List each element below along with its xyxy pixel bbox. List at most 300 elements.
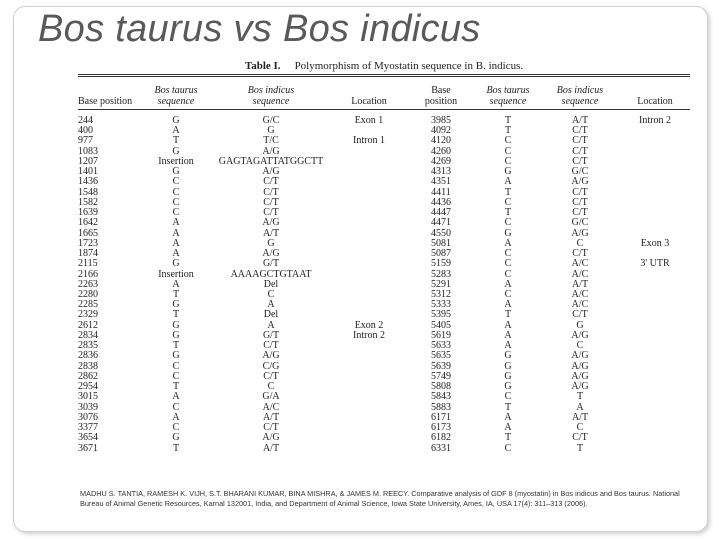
table-cell: Insertion <box>158 269 194 280</box>
table-cell: T <box>504 433 512 444</box>
table-cell: 1642 <box>78 218 98 229</box>
table-cell <box>332 249 406 259</box>
table-cell: G <box>267 238 275 249</box>
table-row <box>78 321 690 331</box>
table-row <box>78 362 690 372</box>
table-cell <box>620 208 690 218</box>
table-cell <box>620 321 690 331</box>
table-cell: 4351 <box>431 177 451 188</box>
table-cell: 3671 <box>78 443 98 454</box>
table-row <box>78 351 690 361</box>
table-cell: T <box>172 443 180 454</box>
table-header-text: sequence <box>489 96 527 107</box>
table-cell: 2263 <box>78 279 98 290</box>
table-cell: A/G <box>571 371 589 382</box>
table-caption <box>78 58 690 74</box>
table-cell <box>620 423 690 433</box>
table-cell: G <box>504 351 512 362</box>
table-cell: G <box>172 167 180 178</box>
table-row <box>78 423 690 433</box>
table-cell: A/T <box>262 412 280 423</box>
table-cell: 977 <box>78 136 93 147</box>
table-cell: A <box>504 412 512 423</box>
table-cell: 1548 <box>78 187 98 198</box>
table-cell: A/G <box>571 330 589 341</box>
table-top-rule <box>78 74 690 77</box>
table-cell <box>620 351 690 361</box>
table-cell: 5635 <box>431 351 451 362</box>
table-cell: A <box>172 412 180 423</box>
table-cell: C/T <box>572 156 588 167</box>
table-cell: G <box>504 371 512 382</box>
table-cell: 4092 <box>431 126 451 137</box>
table-cell <box>620 444 690 454</box>
table-cell: A/T <box>571 412 589 423</box>
table-cell <box>620 218 690 228</box>
table-cell: 6171 <box>431 412 451 423</box>
table-cell <box>620 300 690 310</box>
table-cell <box>332 167 406 177</box>
table-cell <box>332 147 406 157</box>
table-cell <box>620 167 690 177</box>
table-cell <box>620 341 690 351</box>
table-header-rule <box>78 109 690 110</box>
table-cell: G/C <box>571 218 589 229</box>
table-cell: 1723 <box>78 238 98 249</box>
table-cell: C/T <box>572 187 588 198</box>
table-header-text: Location <box>637 96 673 107</box>
table-header-text: sequence <box>252 96 290 107</box>
table-header-cell <box>210 79 332 107</box>
table-cell: 2329 <box>78 310 98 321</box>
table-row <box>78 444 690 454</box>
table-cell: A <box>172 228 180 239</box>
table-cell: A/T <box>262 228 280 239</box>
table-row <box>78 208 690 218</box>
table-cell: A <box>504 238 512 249</box>
table-cell: C <box>504 146 512 157</box>
table-cell: Exon 2 <box>354 320 384 331</box>
table-cell: GAGTAGATTATGGCTT <box>218 156 324 167</box>
table-cell <box>332 239 406 249</box>
table-cell: 4447 <box>431 208 451 219</box>
table-cell: T <box>172 310 180 321</box>
table-cell: A <box>504 177 512 188</box>
table-cell: Intron 1 <box>353 136 385 147</box>
table-cell <box>620 229 690 239</box>
table-cell: C <box>504 136 512 147</box>
table-cell: 2280 <box>78 289 98 300</box>
table-cell: C/G <box>262 361 280 372</box>
table-cell: G <box>504 382 512 393</box>
table-cell <box>620 126 690 136</box>
table-cell: AAAAGCTGTAAT <box>230 269 312 280</box>
table-cell: C/T <box>572 310 588 321</box>
table-cell <box>620 403 690 413</box>
table-row <box>78 116 690 126</box>
table-cell: T <box>504 116 512 126</box>
table-cell: C/T <box>572 136 588 147</box>
table-cell: 244 <box>78 116 93 126</box>
table-cell <box>620 270 690 280</box>
table-row <box>78 341 690 351</box>
table-cell: A <box>504 341 512 352</box>
table-cell: Exon 3 <box>640 238 670 249</box>
table-cell: 1639 <box>78 208 98 219</box>
table-header-cell <box>620 79 690 107</box>
table-cell: G/T <box>262 330 280 341</box>
table-cell: C/T <box>263 423 279 434</box>
table-cell: 3985 <box>431 116 451 126</box>
table-cell: Insertion <box>158 156 194 167</box>
table-cell <box>620 136 690 146</box>
table-cell <box>620 188 690 198</box>
table-cell: A/G <box>262 433 280 444</box>
table-caption-label: Table I. <box>244 60 281 72</box>
table-cell: Intron 2 <box>353 330 385 341</box>
table-cell: C/T <box>572 197 588 208</box>
table-cell: 4436 <box>431 197 451 208</box>
table-cell: A <box>267 300 275 311</box>
table-cell: C/T <box>572 433 588 444</box>
table-cell: C/T <box>263 187 279 198</box>
table-cell <box>332 310 406 320</box>
table-cell <box>332 259 406 269</box>
table-header-row <box>78 79 690 107</box>
table-cell: C <box>172 177 180 188</box>
table-header-text: Bos taurus <box>154 85 198 96</box>
table-body <box>78 116 690 454</box>
table-cell: A/T <box>571 116 589 126</box>
table-cell: C/T <box>572 146 588 157</box>
polymorphism-table <box>78 58 690 468</box>
table-cell: 5843 <box>431 392 451 403</box>
table-cell <box>332 157 406 167</box>
table-row <box>78 157 690 167</box>
table-cell: Del <box>263 279 279 290</box>
table-cell: 5639 <box>431 361 451 372</box>
table-row <box>78 229 690 239</box>
table-cell: A/G <box>571 361 589 372</box>
table-cell: G <box>172 320 180 331</box>
table-header-text: sequence <box>157 96 195 107</box>
table-cell: 4120 <box>431 136 451 147</box>
table-cell: C <box>504 197 512 208</box>
table-cell: C <box>504 289 512 300</box>
table-cell <box>332 188 406 198</box>
table-header-cell <box>142 79 210 107</box>
table-cell <box>332 270 406 280</box>
table-cell <box>332 423 406 433</box>
table-cell <box>332 208 406 218</box>
table-header-text: Bos taurus <box>486 85 530 96</box>
table-cell <box>620 290 690 300</box>
table-cell <box>620 157 690 167</box>
table-cell: 3377 <box>78 423 98 434</box>
table-cell: A <box>504 279 512 290</box>
table-cell: 4411 <box>431 187 451 198</box>
table-cell: A/G <box>262 167 280 178</box>
table-header-cell <box>540 79 620 107</box>
table-row <box>78 300 690 310</box>
table-cell: C <box>172 361 180 372</box>
table-cell: 5159 <box>431 259 451 270</box>
table-cell <box>332 403 406 413</box>
table-row <box>78 290 690 300</box>
table-cell <box>332 362 406 372</box>
table-cell: A/G <box>262 351 280 362</box>
table-cell: A <box>172 249 180 260</box>
table-cell: C <box>267 289 275 300</box>
table-cell: C <box>504 269 512 280</box>
table-header-text: position <box>424 96 458 107</box>
table-cell: G <box>504 167 512 178</box>
table-cell: T <box>504 187 512 198</box>
table-cell: 1582 <box>78 197 98 208</box>
table-cell: 2115 <box>78 259 98 270</box>
table-cell: C <box>576 423 584 434</box>
table-cell: 5749 <box>431 371 451 382</box>
table-row <box>78 270 690 280</box>
table-cell: 6331 <box>431 443 451 454</box>
table-cell: G <box>504 361 512 372</box>
table-cell <box>332 433 406 443</box>
table-cell: A/G <box>571 228 589 239</box>
table-cell: T <box>576 392 584 403</box>
table-cell: G/C <box>262 116 280 126</box>
table-cell: 1083 <box>78 146 98 157</box>
table-cell: C <box>576 341 584 352</box>
table-header-text: Bos indicus <box>247 85 295 96</box>
table-header-cell <box>332 79 406 107</box>
table-cell: G <box>172 116 180 126</box>
table-cell: 3076 <box>78 412 98 423</box>
table-cell: G <box>172 146 180 157</box>
table-cell: 6182 <box>431 433 451 444</box>
table-cell <box>332 392 406 402</box>
table-row <box>78 218 690 228</box>
table-cell: 5283 <box>431 269 451 280</box>
table-cell <box>332 300 406 310</box>
table-cell <box>332 382 406 392</box>
table-cell: G <box>267 126 275 137</box>
table-cell: A/G <box>571 351 589 362</box>
table-cell <box>332 280 406 290</box>
table-cell: 5405 <box>431 320 451 331</box>
table-cell: A/T <box>571 279 589 290</box>
table-row <box>78 259 690 269</box>
table-cell: 2834 <box>78 330 98 341</box>
table-cell <box>620 392 690 402</box>
table-cell: G <box>172 433 180 444</box>
table-cell: C <box>504 443 512 454</box>
table-cell: A <box>172 238 180 249</box>
table-cell: C <box>504 259 512 270</box>
table-cell: C <box>504 218 512 229</box>
table-cell: A/G <box>262 146 280 157</box>
table-cell: A <box>172 218 180 229</box>
table-row <box>78 177 690 187</box>
table-cell: 2612 <box>78 320 98 331</box>
table-cell: 3039 <box>78 402 98 413</box>
table-cell: A/G <box>571 382 589 393</box>
table-cell: C/T <box>263 197 279 208</box>
table-cell: 6173 <box>431 423 451 434</box>
table-cell: 4550 <box>431 228 451 239</box>
table-cell: A/G <box>262 218 280 229</box>
table-cell: 1874 <box>78 249 98 260</box>
table-cell <box>620 177 690 187</box>
table-cell: A <box>504 330 512 341</box>
table-cell <box>620 310 690 320</box>
table-cell: 2838 <box>78 361 98 372</box>
table-row <box>78 188 690 198</box>
table-cell <box>332 290 406 300</box>
table-cell <box>620 433 690 443</box>
table-cell: T <box>504 310 512 321</box>
table-row <box>78 249 690 259</box>
table-cell: A/T <box>262 443 280 454</box>
table-cell: G <box>172 351 180 362</box>
table-header-cell <box>406 79 476 107</box>
table-cell <box>332 444 406 454</box>
table-cell: 2835 <box>78 341 98 352</box>
citation-text: MADHU S. TANTIA, RAMESH K. VIJH, S.T. BHARANI KUMAR, BINA MISHRA, & JAMES M. REECY. Comparative analysis of GDF 8 (myostatin) in Bos indicus and Bos taurus. National Bureau of Animal Genetic Resources, Karnal 132001, India, and Department of Animal Science, Iowa State University, Ames, IA, USA 17(4): 311–313 (2006). <box>80 489 680 508</box>
table-cell: C/T <box>263 177 279 188</box>
table-cell: 1665 <box>78 228 98 239</box>
table-cell <box>620 372 690 382</box>
table-cell: 2166 <box>78 269 98 280</box>
table-row <box>78 382 690 392</box>
table-cell: T <box>172 382 180 393</box>
table-cell: A/C <box>262 402 280 413</box>
table-cell <box>620 382 690 392</box>
table-row <box>78 413 690 423</box>
table-cell: C <box>172 187 180 198</box>
table-cell: C <box>172 208 180 219</box>
table-row <box>78 280 690 290</box>
table-cell: 2862 <box>78 371 98 382</box>
table-cell: 1401 <box>78 167 98 178</box>
table-row <box>78 167 690 177</box>
table-cell: T <box>504 208 512 219</box>
table-cell: C/T <box>263 341 279 352</box>
table-cell <box>620 198 690 208</box>
table-row <box>78 331 690 341</box>
table-row <box>78 239 690 249</box>
table-cell: 4260 <box>431 146 451 157</box>
table-cell <box>332 198 406 208</box>
table-cell: Intron 2 <box>639 116 671 126</box>
table-cell: A/G <box>262 249 280 260</box>
table-cell: 1207 <box>78 156 98 167</box>
table-cell: A <box>504 423 512 434</box>
table-cell: A <box>576 402 584 413</box>
table-cell: A <box>504 320 512 331</box>
table-cell: 4269 <box>431 156 451 167</box>
table-cell: C/T <box>263 371 279 382</box>
table-cell: 5087 <box>431 249 451 260</box>
table-cell: A <box>267 320 275 331</box>
table-header-text: Base position <box>78 96 133 107</box>
table-cell: 4313 <box>431 167 451 178</box>
table-cell <box>332 372 406 382</box>
table-cell: C/T <box>263 208 279 219</box>
table-cell: C <box>576 238 584 249</box>
table-cell: 3' UTR <box>640 259 670 270</box>
table-caption-text: Polymorphism of Myostatin sequence in B. indicus. <box>294 60 524 72</box>
table-cell: C <box>172 402 180 413</box>
table-cell: T <box>172 341 180 352</box>
table-row <box>78 403 690 413</box>
table-cell: C/T <box>572 208 588 219</box>
table-cell <box>620 280 690 290</box>
table-header-text: Location <box>351 96 387 107</box>
table-cell: A/C <box>571 300 589 311</box>
table-cell: A <box>172 126 180 137</box>
table-row <box>78 126 690 136</box>
table-row <box>78 372 690 382</box>
table-cell: 5619 <box>431 330 451 341</box>
table-cell: G <box>172 330 180 341</box>
table-cell: C <box>504 392 512 403</box>
table-cell: Exon 1 <box>354 116 384 126</box>
table-cell: Del <box>263 310 279 321</box>
table-cell <box>620 362 690 372</box>
table-cell: C/T <box>572 249 588 260</box>
table-cell: 5291 <box>431 279 451 290</box>
table-cell: T <box>172 289 180 300</box>
table-cell: C <box>504 156 512 167</box>
table-cell: G/A <box>262 392 280 403</box>
table-cell <box>332 413 406 423</box>
table-cell: 2285 <box>78 300 98 311</box>
table-cell: 1436 <box>78 177 98 188</box>
table-header-text: Bos indicus <box>556 85 604 96</box>
table-cell: T/C <box>263 136 279 147</box>
table-cell: G <box>576 320 584 331</box>
table-cell: 5808 <box>431 382 451 393</box>
table-cell <box>332 218 406 228</box>
table-cell: 400 <box>78 126 93 137</box>
table-cell <box>332 177 406 187</box>
table-cell <box>332 351 406 361</box>
table-cell <box>620 147 690 157</box>
table-cell: C <box>504 249 512 260</box>
table-cell: T <box>172 136 180 147</box>
table-cell: G <box>172 259 180 270</box>
table-cell: A <box>172 392 180 403</box>
table-cell: A/C <box>571 269 589 280</box>
table-cell: G <box>504 228 512 239</box>
table-cell: 5633 <box>431 341 451 352</box>
table-row <box>78 136 690 146</box>
table-cell <box>332 341 406 351</box>
table-cell: A <box>172 279 180 290</box>
table-cell: 3015 <box>78 392 98 403</box>
table-cell: G/C <box>571 167 589 178</box>
table-cell: 5395 <box>431 310 451 321</box>
table-header-text: sequence <box>561 96 599 107</box>
table-cell: T <box>576 443 584 454</box>
table-cell: T <box>504 402 512 413</box>
table-cell <box>620 413 690 423</box>
table-header-cell <box>78 79 142 107</box>
table-cell: C <box>172 423 180 434</box>
table-cell: 5081 <box>431 238 451 249</box>
table-row <box>78 392 690 402</box>
table-header-text: Base <box>431 85 451 96</box>
